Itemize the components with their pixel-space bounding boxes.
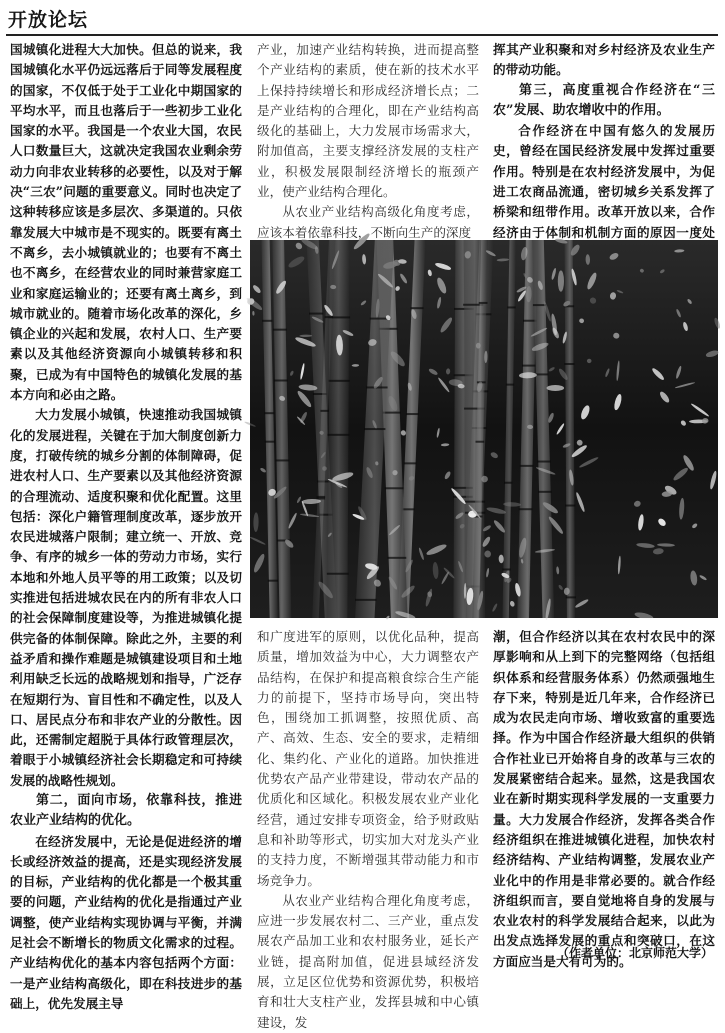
bamboo-node xyxy=(328,380,350,382)
bamboo-node xyxy=(502,568,510,570)
bamboo-node xyxy=(268,580,278,582)
column-1 xyxy=(10,40,242,1011)
bamboo-node xyxy=(320,410,329,412)
bamboo-node xyxy=(328,434,350,436)
bamboo-node xyxy=(465,501,485,503)
bamboo-forest-photo xyxy=(250,240,718,618)
section-heading: 第三，高度重视合作经济在“三农”发展、助农增收中的作用。 xyxy=(493,82,715,118)
bamboo-node xyxy=(355,599,376,601)
bamboo-node xyxy=(507,306,515,308)
section-title: 开放论坛 xyxy=(8,9,89,31)
column-2-top xyxy=(257,40,479,240)
paragraph: 挥其产业积聚和对乡村经济及农业生产的带动功能。 xyxy=(493,42,715,78)
bamboo-node xyxy=(388,557,407,559)
bamboo-node xyxy=(479,302,488,304)
paragraph: 产业，加速产业结构转换，进而提高整个产业结构的素质，使在新的技术水平上保持持续增长和形成经济增长点；二是产业结构的合理化，即在产业结构高级化的基础上，大力发展市场需求大，附加值高，主要支撑经济发展的支柱产业，积极发展限制经济增长的瓶颈产业，使产业结构合理化。 xyxy=(257,42,479,200)
bamboo-node xyxy=(385,487,404,489)
bamboo-node xyxy=(476,441,485,443)
bamboo-node xyxy=(404,462,417,464)
paragraph: 和广度进军的原则，以优化品种，提高质量，增加效益为中心，大力调整农产品结构，在保护和提高粮食综合生产能力的前提下，坚持市场导向，突出特色，围绕加工抓调整，按照优质、高产、高效、生态、安全的要求，走精细化、集约化、产业化的道路。加快推进优势农产品产业带建设，带动农产品的优质化和区域化。积极发展农业产业化经营，通过安排专项资金，给予财政贴息和补助等形式，切实加大对龙头产业的支持力度，不断增强其带动能力和市场竞争力。 xyxy=(257,629,479,888)
column-2-bottom xyxy=(257,627,479,1030)
bamboo-node xyxy=(276,459,290,461)
bamboo-node xyxy=(325,316,334,318)
bamboo-node xyxy=(406,413,419,415)
bamboo-node xyxy=(566,596,576,598)
paragraph: 从农业产业结构高级化角度考虑，应该本着依靠科技，不断向生产的深度 xyxy=(257,204,479,240)
bamboo-node xyxy=(537,461,551,463)
bamboo-node xyxy=(504,482,512,484)
paragraph: 从农业产业结构合理化角度考虑，应进一步发展农村二、三产业，重点发展农产品加工业和农村服务业，延长产业链，提高附加值，促进县域经济发展，立足区位优势和资源优势，积极培育和壮大支柱产业，发挥县城和中心镇建设，发 xyxy=(257,892,479,1030)
paragraph: 大力发展小城镇，快速推动我国城镇化的发展进程，关键在于加大制度创新力度，打破传统的城乡分割的体制障碍，促进农村人口、生产要素以及其他经济资源的合理流动、适度积聚和优化配置。这里包括：深化户籍管理制度改革，逐步放开农民进城落户限制；建立统一、开放、竞争、有序的城乡一体的劳动力市场，实行本地和外地人员平等的用工政策；以及切实推进包括进城农民在内的所有非农人口的社会保障制度建设等，为推进城镇化提供完备的体制保障。除此之外，主要的利益矛盾和操作难题是城镇建设项目和土地利用缺乏长远的战略规划和指导，广泛存在短期行为、盲目性和不确定性，以及人口、居民点分布和非农产业的分散性。因此，还需制定超脱于具体行政管理层次，着眼于小城镇经济社会长期稳定和可持续发展的战略性规划。 xyxy=(10,407,242,788)
paragraph: 在经济发展中，无论是促进经济的增长或经济效益的提高，还是实现经济发展的目标，产业结构的优化都是一个极其重要的问题，产业结构的优化是指通过产业调整，使产业结构实现协调与平衡，并满足社会不断增长的物质文化需求的过程。产业结构优化的基本内容包括两个方面：一是产业结构高级化，即在科技进步的基础上，优先发展主导 xyxy=(10,833,242,1011)
bamboo-leaf xyxy=(558,270,564,291)
bamboo-node xyxy=(519,508,533,510)
bamboo-node xyxy=(506,384,514,386)
author-affiliation: （作者单位：北京师范大学） xyxy=(556,946,713,960)
bamboo-leaf xyxy=(547,385,565,391)
bamboo-node xyxy=(520,465,534,467)
bamboo-photo-graphic xyxy=(250,240,718,618)
bamboo-node xyxy=(402,508,415,510)
bamboo-node xyxy=(522,365,536,367)
paragraph: 潮，但合作经济以其在农村农民中的深厚影响和从上到下的完整网络（包括组织体系和经营服务体系）仍然顽强地生存下来，特别是近几年来，合作经济已成为农民走向市场、增收致富的重要选择。作为中国合作经济最大组织的供销合作社业已开始将自身的改革与三农的发展紧密结合起来。显然，这是我国农业在新时期实现科学发展的一支重要力量。大力发展合作经济，发挥各类合作经济组织在推进城镇化进程，加快农村经济结构、产业结构调整，发展农业产业化中的作用是非常必要的。就合作经济组织而言，要自觉地将自身的发展与农业农村的科学发展结合起来，以此为出发点选择发展的重点和突破口，在这方面应当是大有可为的。 xyxy=(493,629,715,969)
bamboo-node xyxy=(264,412,274,414)
bamboo-node xyxy=(535,373,549,375)
bamboo-node xyxy=(317,497,326,499)
bamboo-node xyxy=(538,491,552,493)
bamboo-node xyxy=(327,573,349,575)
page-header xyxy=(6,4,718,36)
bamboo-node xyxy=(364,428,385,430)
bamboo-node xyxy=(274,379,288,381)
column-3-top xyxy=(493,40,715,240)
bamboo-node xyxy=(309,313,323,315)
bamboo-node xyxy=(564,363,574,365)
bamboo-node xyxy=(565,505,575,507)
bamboo-node xyxy=(411,307,424,309)
section-heading: 第二，面向市场，依靠科技，推进农业产业结构的优化。 xyxy=(10,792,242,829)
paragraph: 合作经济在中国有悠久的发展历史，曾经在国民经济发展中发挥过重要作用。特别是在农村经济发展中，为促进工农商品流通，密切城乡关系发挥了桥梁和纽带作用。改革开放以来，合作经济由于体制和机制方面的原因一度处 xyxy=(493,123,715,240)
bamboo-node xyxy=(262,320,272,322)
paragraph: 国城镇化进程大大加快。但总的说来，我国城镇化水平仍远远落后于同等发展程度的国家，不仅低于处于工业化中期国家的平均水平，而且也落后于一些初步工业化国家的水平。我国是一个农业大国，农民人口数量巨大，这就决定我国农业剩余劳动力向非农业转移的必要性，以及对于解决“三农”问题的重要意义。同时也决定了这种转移应该是多层次、多渠道的。只依靠发展大中城市是不现实的。既要有离土不离乡，去小城镇就业的；也要有不离土也不离乡，在经营农业的同时兼营家庭工业和家庭运输业的；还要有离土离乡，到城市就业的。随着市场化改革的深化，乡镇企业的兴起和发展，农村人口、生产要素以及其他经济资源向小城镇转移和积聚，已成为有中国特色的城镇化发展的基本方向和必由之路。 xyxy=(10,42,242,403)
bamboo-node xyxy=(265,441,275,443)
bamboo-node xyxy=(273,329,287,331)
